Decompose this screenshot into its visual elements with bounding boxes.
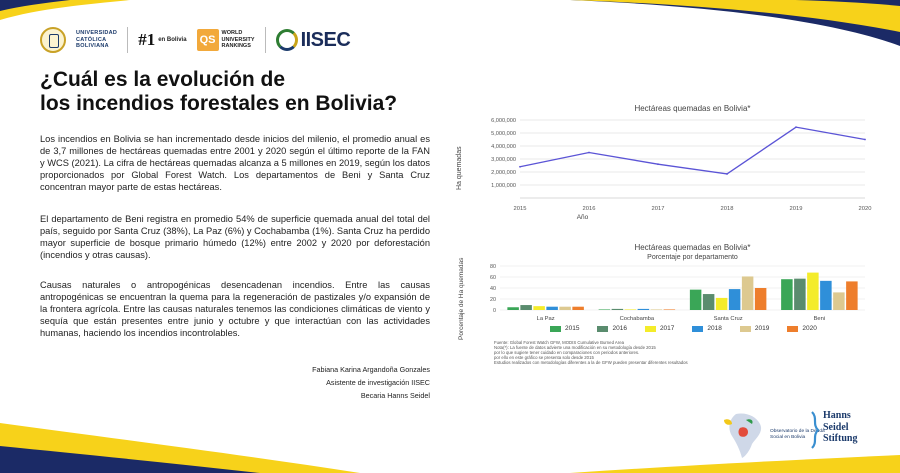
y-tick-label: 60	[490, 275, 496, 281]
paragraph-causes: Causas naturales o antropogénicas desencadenan incendios. Entre las causas antropogénicas se encuentran la quema para la regeneración de pastizales y/o expansión de la frontera agrícola. Entre las causas naturales tenemos las condiciones climáticas de viento y sequía que están presentes entre junio y octubre y que interactúan con las actividades humanas, haciendo los incendios incontrolables.	[40, 280, 430, 338]
bar	[690, 290, 702, 310]
x-tick-label: 2018	[720, 206, 734, 212]
bar	[716, 298, 728, 310]
y-tick-label: 4,000,000	[491, 144, 516, 150]
bar	[546, 307, 558, 310]
legend-label: 2015	[565, 325, 580, 332]
category-label: Santa Cruz	[713, 316, 743, 322]
number-one-logo: #1 en Bolivia	[138, 30, 187, 49]
logo-separator	[127, 27, 128, 53]
bar	[572, 307, 584, 310]
data-point	[864, 139, 866, 141]
bar	[755, 288, 767, 310]
hanns-seidel-logo: Hanns Seidel Stiftung	[810, 410, 857, 450]
observatorio-text: Observatorio de la Deuda Social en Bolivia	[770, 429, 825, 440]
data-point	[795, 126, 797, 128]
legend-item	[787, 325, 816, 332]
x-tick-label: 2020	[858, 206, 872, 212]
x-tick-label: 2016	[582, 206, 596, 212]
legend-item	[550, 325, 579, 332]
legend-item	[597, 325, 626, 332]
y-tick-label: 5,000,000	[491, 131, 516, 137]
y-tick-label: 40	[490, 286, 496, 292]
legend-item	[645, 325, 674, 332]
legend-label: 2018	[707, 325, 722, 332]
paragraph-departments: El departamento de Beni registra en promedio 54% de superficie quemada anual del total del país, seguido por Santa Cruz (38%), La Paz (6%) y Cochabamba (1%). Santa Cruz ha perdido mayor superficie de bosque primario húmedo (12%) entre 2002 y 2020 por deforestación (incendios y otras causas).	[40, 214, 430, 260]
y-tick-label: 3,000,000	[491, 157, 516, 163]
header-logos	[40, 24, 350, 56]
bottom-left-decoration	[0, 398, 360, 473]
category-label: La Paz	[536, 316, 555, 322]
bar	[833, 292, 845, 310]
legend-label: 2020	[802, 325, 817, 332]
bar	[599, 309, 611, 310]
bar	[781, 279, 793, 310]
data-point	[726, 173, 728, 175]
bar	[729, 289, 741, 310]
bar-chart-subtitle: Porcentaje por departamento	[647, 254, 738, 261]
legend-label: 2017	[659, 325, 675, 332]
bar	[612, 309, 624, 310]
top-right-decoration	[570, 0, 900, 46]
legend-label: 2019	[754, 325, 770, 332]
author-affiliation: Becaria Hanns Seidel	[360, 391, 430, 400]
x-tick-label: 2019	[789, 206, 803, 212]
series-line	[520, 127, 865, 174]
bar	[533, 306, 545, 310]
iisec-ring-icon	[276, 29, 298, 51]
x-tick-label: 2017	[651, 206, 665, 212]
x-axis-label: Año	[576, 214, 589, 221]
category-label: Cochabamba	[619, 316, 655, 322]
legend-swatch	[787, 326, 798, 332]
ucb-logo-text: UNIVERSIDAD CATÓLICA BOLIVIANA	[76, 30, 118, 50]
south-america-map-icon	[722, 410, 766, 460]
iisec-logo: IISEC	[276, 29, 351, 52]
chart-notes: Fuente: Global Forest Watch GFW, MODIS Cumulative Burned Area Nota(*): La fuente de datos advierte una modificación en su metodología desde 2015 por lo que sugiere tener cuidado en comparaciones con periodos anteriores. por ello en este gráfico se presenta solo desde 2015 Estudios realizados con metodologías diferentes a la de GFW pueden presentar diferentes resultados	[494, 340, 688, 365]
legend-item	[740, 325, 769, 332]
bar	[625, 309, 637, 310]
data-point	[588, 152, 590, 154]
page-title: ¿Cuál es la evolución de los incendios forestales en Bolivia?	[40, 68, 398, 115]
top-left-decoration	[0, 0, 130, 24]
y-tick-label: 6,000,000	[491, 118, 516, 124]
legend-swatch	[692, 326, 703, 332]
line-chart-ylabel: Ha quemadas	[456, 146, 463, 190]
bar	[794, 279, 806, 310]
hanns-seidel-mark-icon	[810, 410, 820, 450]
bar	[520, 305, 532, 310]
bar	[638, 309, 650, 310]
bar-chart-title: Hectáreas quemadas en Bolivia*	[634, 243, 751, 252]
y-tick-label: 0	[493, 308, 496, 314]
bar	[846, 281, 858, 310]
data-point	[657, 163, 659, 165]
y-tick-label: 20	[490, 297, 496, 303]
bar	[742, 276, 754, 310]
legend-swatch	[597, 326, 608, 332]
legend-label: 2016	[612, 325, 627, 332]
data-point	[519, 166, 521, 168]
bar	[651, 309, 663, 310]
y-tick-label: 1,000,000	[491, 183, 516, 189]
bar-chart-legend	[550, 325, 817, 332]
category-label: Beni	[813, 316, 826, 322]
qs-rankings-logo: QS WORLD UNIVERSITY RANKINGS	[197, 29, 255, 51]
bar	[507, 307, 519, 310]
author-signature	[312, 363, 430, 402]
bar-chart	[460, 262, 880, 324]
line-chart-title: Hectáreas quemadas en Bolivia*	[634, 104, 751, 113]
legend-swatch	[740, 326, 751, 332]
y-tick-label: 80	[490, 264, 496, 270]
paragraph-intro: Los incendios en Bolivia se han incrementado desde inicios del milenio, el promedio anual es de 3,7 millones de hectáreas quemadas entre 2001 y 2020 según el último reporte de la FAN y WCS (2021). La cifra de hectáreas quemadas alcanza a 5 millones en 2019, según los datos proporcionados por Global Forest Watch. Los departamentos de Beni y Santa Cruz concentran mayor parte de estas hectáreas.	[40, 134, 430, 192]
legend-item	[692, 325, 721, 332]
bar	[559, 307, 571, 310]
bar-chart-ylabel: Porcentaje de Ha quemadas	[458, 257, 465, 340]
y-tick-label: 2,000,000	[491, 170, 516, 176]
legend-swatch	[645, 326, 656, 332]
line-chart	[460, 112, 880, 227]
author-role: Asistente de investigación IISEC	[326, 378, 430, 387]
legend-swatch	[550, 326, 561, 332]
bar	[820, 281, 832, 310]
ucb-seal-icon	[40, 27, 66, 53]
bar	[664, 309, 676, 310]
author-name: Fabiana Karina Argandoña Gonzales	[312, 365, 430, 374]
bar	[703, 294, 715, 310]
logo-separator	[265, 27, 266, 53]
bar	[807, 273, 819, 310]
x-tick-label: 2015	[513, 206, 527, 212]
